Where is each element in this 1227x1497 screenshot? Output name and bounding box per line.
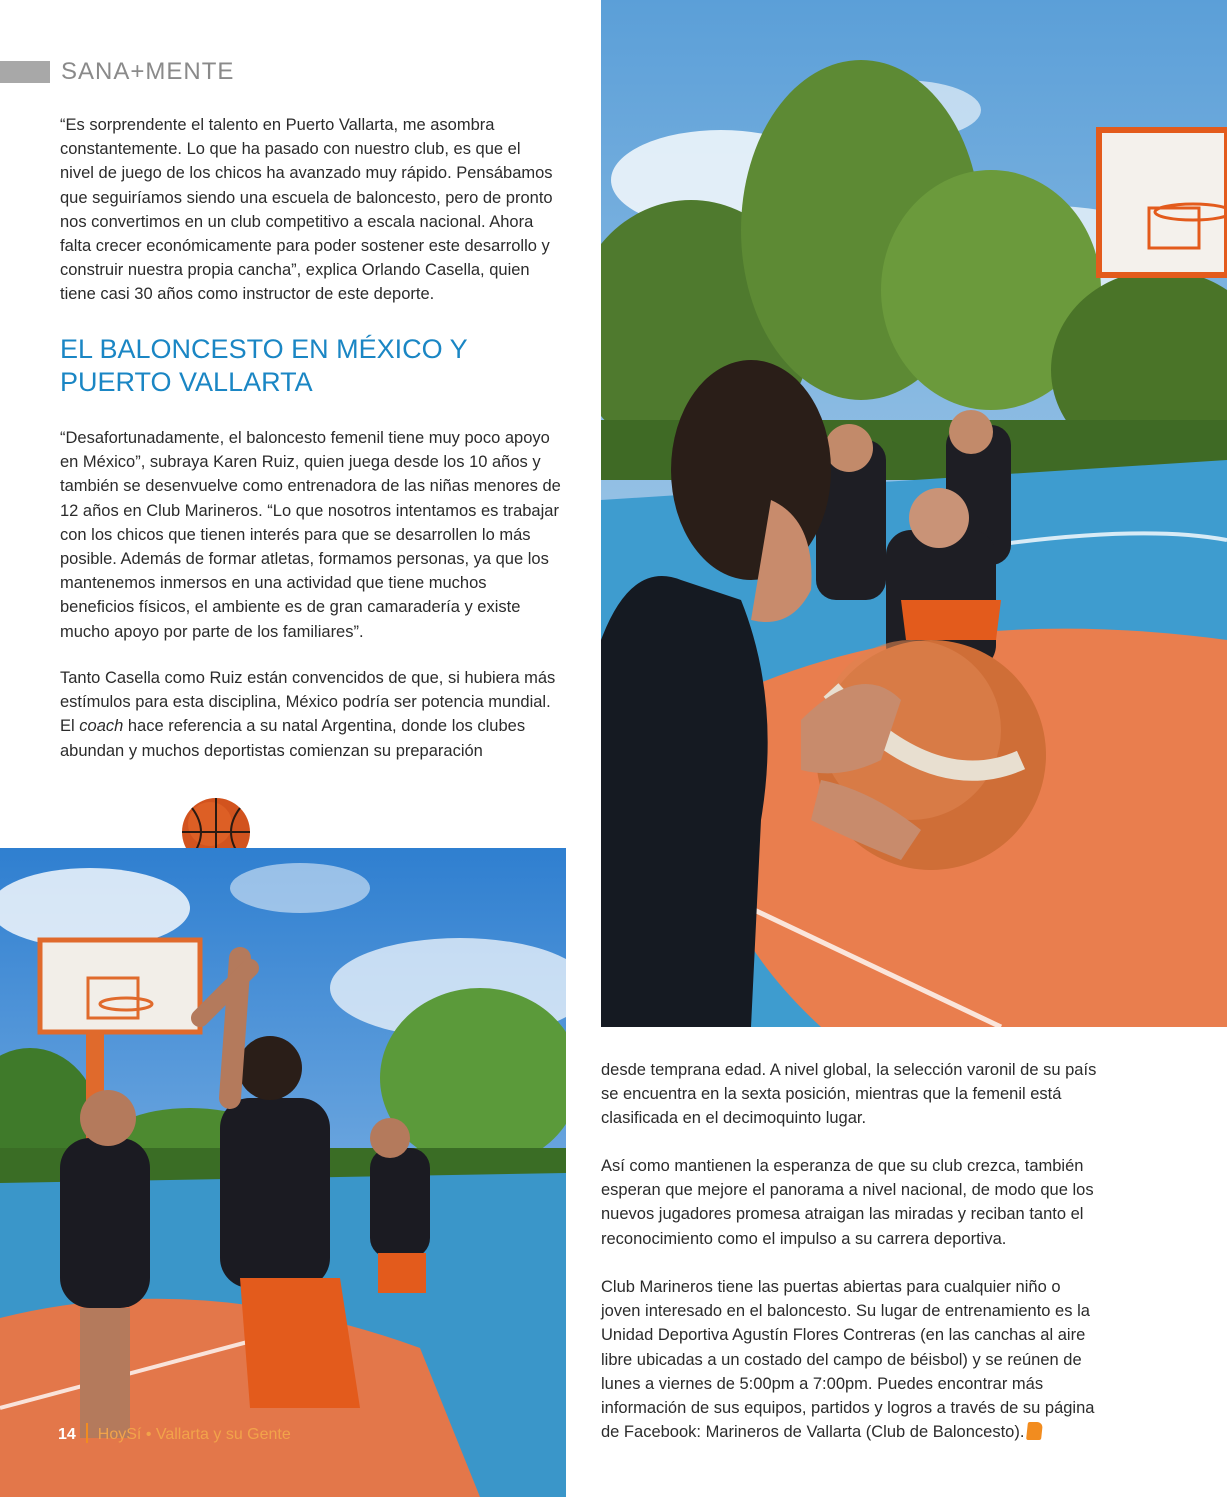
section-bar bbox=[0, 61, 50, 83]
page-footer bbox=[58, 1423, 291, 1444]
paragraph-karen-ruiz: “Desafortunadamente, el baloncesto femenil tiene muy poco apoyo en México”, subraya Karen Ruiz, quien juega desde los 10 años y también se desenvuelve como entrenadora de las niñas menores de 12 años en Club Marineros. “Lo que nosotros intentamos es trabajar con los chicos que tienen interés para que se desarrollen lo más posible. Además de formar atletas, formamos personas, ya que los mantenemos inmersos en una actividad que tiene muchos beneficios físicos, el ambiente es de gran camaradería y existe mucho apoyo por parte de los familiares”. bbox=[60, 429, 561, 641]
paragraph-3-text-before: Tanto Casella como Ruiz están convencidos de que, si hubiera más estímulos para esta disciplina, México podría ser potencia mundial. El bbox=[60, 669, 556, 736]
paragraph-club-marineros bbox=[601, 1275, 1097, 1444]
paragraph-3-italic: coach bbox=[79, 717, 124, 736]
section-label: SANA+MENTE bbox=[61, 58, 235, 85]
end-mark-icon bbox=[1026, 1422, 1043, 1440]
photo-players-shooting bbox=[0, 848, 566, 1497]
page-number: 14 bbox=[58, 1426, 76, 1443]
footer-divider bbox=[86, 1423, 88, 1443]
intro-paragraph: “Es sorprendente el talento en Puerto Vallarta, me asombra constantemente. Lo que ha pasado con nuestro club, es que el nivel de juego de los chicos ha avanzado muy rápido. Pensábamos que seguiríamos siendo una escuela de baloncesto, pero de pronto nos convertimos en un club competitivo a escala nacional. Ahora falta crecer económicamente para poder sostener este desarrollo y construir nuestra propia cancha”, explica Orlando Casella, quien tiene casi 30 años como instructor de este deporte. bbox=[60, 116, 553, 304]
paragraph-potencia-mundial bbox=[60, 666, 556, 763]
paragraph-esperanza: Así como mantienen la esperanza de que su club crezca, también esperan que mejore el panorama a nivel nacional, de modo que los nuevos jugadores promesa atraigan las miradas y reciban tanto el reconocimiento como el impulso a su carrera deportiva. bbox=[601, 1157, 1094, 1248]
section-heading: EL BALONCESTO EN MÉXICO Y PUERTO VALLARTA bbox=[60, 334, 468, 397]
magazine-name: HoySí • Vallarta y su Gente bbox=[97, 1426, 291, 1443]
paragraph-3-text-after: hace referencia a su natal Argentina, donde los clubes abundan y muchos deportistas comienzan su preparación bbox=[60, 717, 526, 760]
paragraph-6-text: Club Marineros tiene las puertas abiertas para cualquier niño o joven interesado en el baloncesto. Su lugar de entrenamiento es la Unidad Deportiva Agustín Flores Contreras (en las canchas al aire libre ubicadas a un costado del campo de béisbol) y se reúnen de lunes a viernes de 5:00pm a 7:00pm. Puedes encontrar más información de sus equipos, partidos y logros a través de su página de Facebook: Marineros de Vallarta (Club de Baloncesto). bbox=[601, 1278, 1095, 1442]
paragraph-nivel-global: desde temprana edad. A nivel global, la selección varonil de su país se encuentra en la sexta posición, mientras que la femenil está clasificada en el decimoquinto lugar. bbox=[601, 1061, 1097, 1128]
photo-girls-basketball-court bbox=[601, 0, 1227, 1027]
